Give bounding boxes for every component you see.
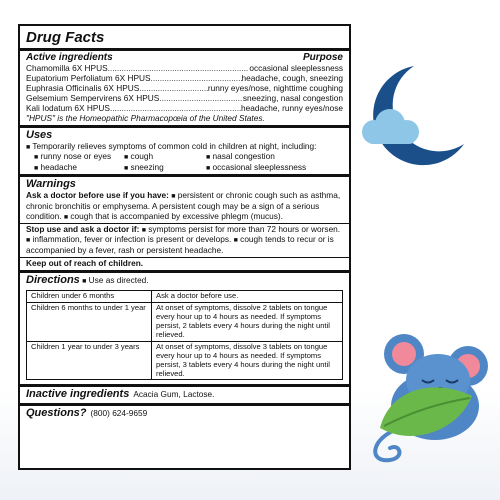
drug-facts-title: Drug Facts <box>26 29 105 46</box>
cloud-icon <box>362 109 419 144</box>
ingredient-purpose: runny eyes/nose, nighttime coughing <box>207 83 343 93</box>
ingredient-row <box>26 64 343 74</box>
instruction-cell: At onset of symptoms, dissolve 3 tablets on tongue every hour up to 4 hours as needed. If symptoms persist, 3 tablets every 4 hours during the night until relieved. <box>152 341 343 380</box>
directions-header: Directions ■ Use as directed. <box>26 273 149 286</box>
active-ingredients-header <box>26 52 343 64</box>
ingredient-row <box>26 74 343 84</box>
warnings-title: Warnings <box>26 178 76 191</box>
symptom-item: ■ occasional sleeplessness <box>206 161 307 172</box>
table-row <box>27 302 343 341</box>
ingredient-purpose: headache, cough, sneezing <box>241 73 343 83</box>
uses-intro: ■ Temporarily relieves symptoms of common cold in children at night, including: <box>26 140 317 151</box>
symptom-item: ■ runny nose or eyes <box>34 151 112 162</box>
table-row <box>27 341 343 380</box>
moon-cloud-illustration <box>352 58 472 178</box>
age-cell: Children 1 year to under 3 years <box>27 341 152 380</box>
hpus-note: "HPUS" is the Homeopathic Pharmacopœia of the United States. <box>26 112 265 123</box>
symptom-list <box>34 152 343 173</box>
age-cell: Children 6 months to under 1 year <box>27 302 152 341</box>
ingredient-row <box>26 94 343 104</box>
symptom-item: ■ sneezing <box>124 161 164 172</box>
ingredient-purpose: headache, runny eyes/nose <box>241 103 343 113</box>
ingredient-name: Chamomilla 6X HPUS <box>26 64 108 73</box>
ingredient-name: Kali Iodatum 6X HPUS <box>26 103 110 113</box>
directions-table <box>26 290 343 381</box>
drug-facts-panel <box>18 24 351 470</box>
symptom-item: ■ headache <box>34 161 77 172</box>
symptom-item: ■ nasal congestion <box>206 151 275 162</box>
ingredient-purpose: sneezing, nasal congestion <box>242 93 343 103</box>
instruction-cell: At onset of symptoms, dissolve 2 tablets on tongue every hour up to 4 hours as needed. If symptoms persist, 2 tablets every 4 hours during the night until relieved. <box>152 302 343 341</box>
ingredient-name: Euphrasia Officinalis 6X HPUS <box>26 83 140 93</box>
ask-doctor-warning: Ask a doctor before use if you have: ■ persistent or chronic cough such as asthma, chronic bronchitis or emphysema. A persistent cough may be a sign of a serious condition. ■ cough that is accompanied by excessive phlegm (mucus). <box>26 190 341 221</box>
instruction-cell: Ask a doctor before use. <box>152 290 343 302</box>
ingredient-row <box>26 84 343 94</box>
symptom-item: ■ cough <box>124 151 154 162</box>
age-cell: Children under 6 months <box>27 290 152 302</box>
purpose-label: Purpose <box>302 52 343 63</box>
inactive-ingredients: Inactive ingredients Acacia Gum, Lactose. <box>26 388 215 401</box>
stop-use-warning: Stop use and ask a doctor if: ■ symptoms persist for more than 72 hours or worsen. ■ inflammation, fever or infection is present or develops. ■ cough tends to recur or is accompanied by a fever, rash or persistent headache. <box>26 224 341 255</box>
ingredient-name: Eupatorium Perfoliatum 6X HPUS <box>26 73 151 83</box>
table-row <box>27 290 343 302</box>
ingredient-name: Gelsemium Sempervirens 6X HPUS <box>26 93 160 103</box>
ingredient-purpose: occasional sleeplessness <box>249 64 343 73</box>
keep-out-warning: Keep out of reach of children. <box>26 257 144 268</box>
active-ingredients-label: Active ingredients <box>26 52 113 63</box>
mouse-illustration <box>360 318 495 468</box>
uses-title: Uses <box>26 128 53 141</box>
questions: Questions? (800) 624-9659 <box>26 406 148 419</box>
